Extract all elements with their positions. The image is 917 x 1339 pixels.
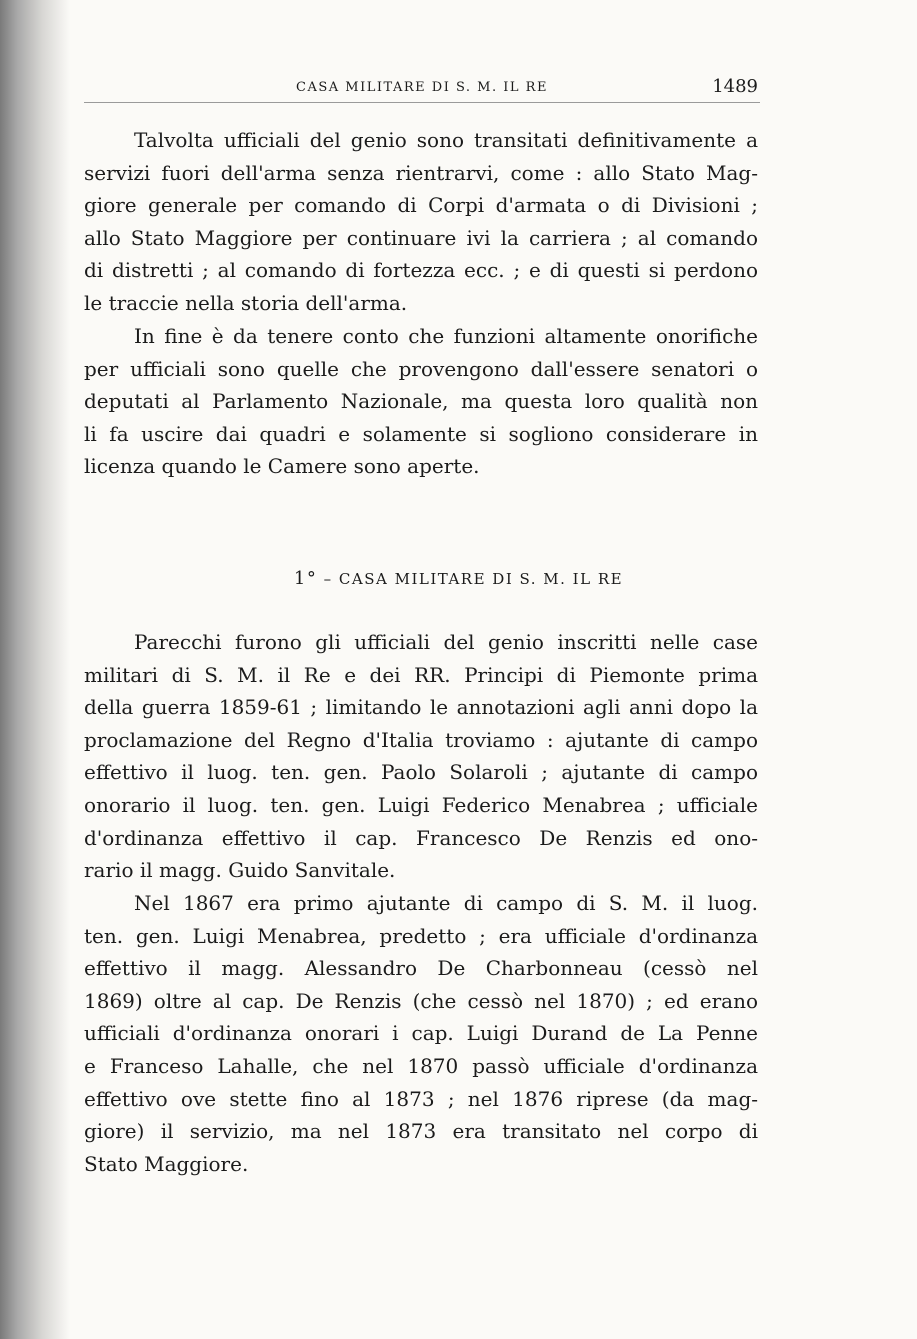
paragraph-2	[84, 320, 758, 483]
text-line: giore generale per comando di Corpi d'armata o di Divisioni ;	[84, 193, 758, 218]
text-line: Nel 1867 era primo ajutante di campo di S. M. il luog.	[134, 891, 758, 915]
text-line: 1869) oltre al cap. De Renzis (che cessò nel 1870) ; ed erano	[84, 988, 758, 1013]
text-line: effettivo il magg. Alessandro De Charbonneau (cessò nel	[84, 956, 758, 981]
page-number: 1489	[712, 76, 758, 97]
paragraph-1	[84, 124, 758, 320]
text-line: effettivo ove stette fino al 1873 ; nel 1876 riprese (da mag-	[84, 1086, 758, 1111]
text-line: Stato Maggiore.	[84, 1151, 249, 1176]
text-line: licenza quando le Camere sono aperte.	[84, 454, 480, 479]
running-title: CASA MILITARE DI S. M. IL RE	[296, 80, 548, 95]
text-line: della guerra 1859-61 ; limitando le annotazioni agli anni dopo la	[84, 695, 758, 720]
text-line: rario il magg. Guido Sanvitale.	[84, 858, 396, 883]
text-line: servizi fuori dell'arma senza rientrarvi, come : allo Stato Mag-	[84, 160, 758, 185]
text-line: le traccie nella storia dell'arma.	[84, 290, 408, 315]
section-heading	[0, 568, 917, 589]
text-line: per ufficiali sono quelle che provengono dall'essere senatori o	[84, 356, 758, 381]
text-line: li fa uscire dai quadri e solamente si sogliono considerare in	[84, 421, 758, 446]
section-separator: –	[323, 570, 333, 588]
text-line: militari di S. M. il Re e dei RR. Principi di Piemonte prima	[84, 662, 758, 687]
text-line: proclamazione del Regno d'Italia troviamo : ajutante di campo	[84, 727, 758, 752]
text-line: ufficiali d'ordinanza onorari i cap. Luigi Durand de La Penne	[84, 1021, 758, 1046]
text-line: onorario il luog. ten. gen. Luigi Federico Menabrea ; ufficiale	[84, 792, 758, 817]
text-line: deputati al Parlamento Nazionale, ma questa loro qualità non	[84, 389, 758, 414]
text-line: e Franceso Lahalle, che nel 1870 passò ufficiale d'ordinanza	[84, 1053, 758, 1078]
text-line: Parecchi furono gli ufficiali del genio inscritti nelle case	[134, 630, 758, 654]
paragraph-3	[84, 626, 758, 887]
text-line: In fine è da tenere conto che funzioni altamente onorifiche	[134, 324, 758, 348]
section-title-text: CASA MILITARE DI S. M. IL RE	[338, 570, 624, 588]
section-number: 1°	[293, 568, 318, 589]
text-line: allo Stato Maggiore per continuare ivi la carriera ; al comando	[84, 225, 758, 250]
text-line: di distretti ; al comando di fortezza ecc. ; e di questi si perdono	[84, 258, 758, 283]
text-line: d'ordinanza effettivo il cap. Francesco De Renzis ed ono-	[84, 825, 758, 850]
text-line: giore) il servizio, ma nel 1873 era transitato nel corpo di	[84, 1119, 758, 1144]
paragraph-4	[84, 887, 758, 1180]
running-head	[84, 76, 760, 103]
text-line: Talvolta ufficiali del genio sono transitati definitivamente a	[134, 128, 758, 152]
text-line: ten. gen. Luigi Menabrea, predetto ; era ufficiale d'ordinanza	[84, 923, 758, 948]
text-line: effettivo il luog. ten. gen. Paolo Solaroli ; ajutante di campo	[84, 760, 758, 785]
